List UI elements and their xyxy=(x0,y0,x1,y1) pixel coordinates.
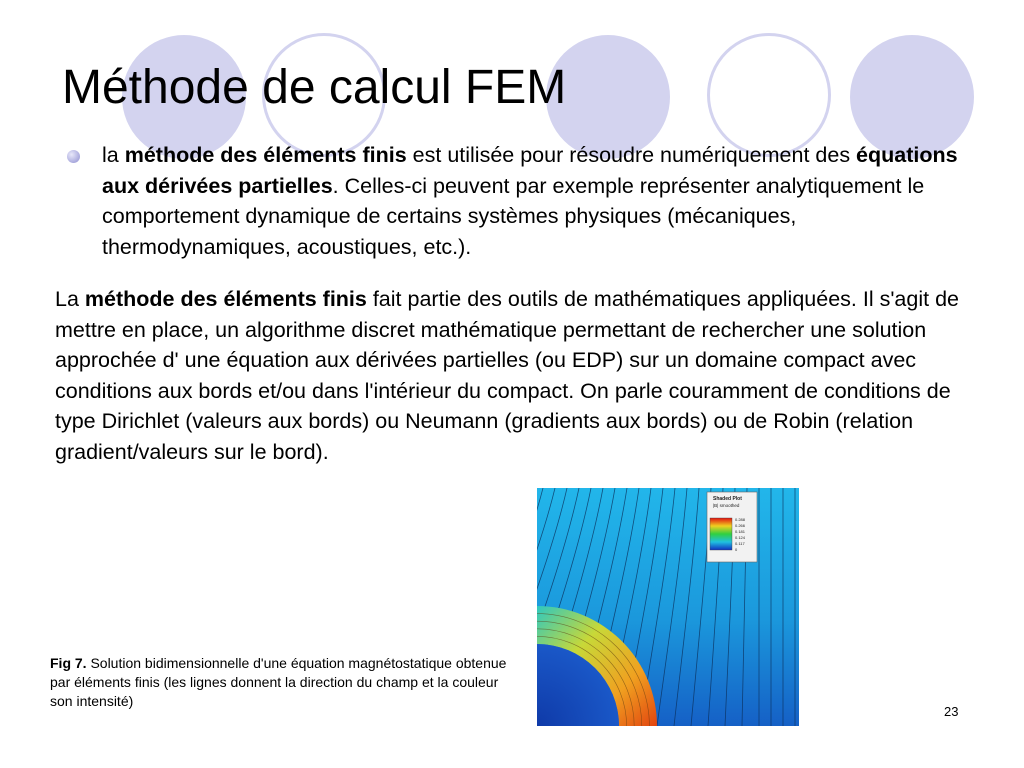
bullet-text xyxy=(102,140,982,262)
slide-number: 23 xyxy=(944,704,959,719)
bullet-bold-term: méthode des éléments finis xyxy=(124,143,407,167)
paragraph-text-part: fait partie des outils de mathématiques appliquées. Il s'agit de mettre en place, un algorithme discret mathématique permettant de rechercher une solution approchée d' une équation aux dérivées partielles (ou EDP) sur un domaine compact avec conditions aux bords et/ou dans l'intérieur du compact. On parle couramment de conditions de type Dirichlet (valeurs aux bords) ou Neumann (gradients aux bords) ou de Robin (relation gradient/valeurs sur le bord). xyxy=(55,287,959,464)
legend-value-label: 0 xyxy=(735,547,738,552)
fem-field-plot-image xyxy=(537,488,799,726)
plot-legend xyxy=(707,492,757,562)
legend-color-scale xyxy=(710,518,732,550)
legend-subtitle: |B| smoothed xyxy=(713,503,740,508)
figure-caption xyxy=(50,654,520,711)
decor-circle-4 xyxy=(707,33,831,157)
caption-text: Solution bidimensionnelle d'une équation magnétostatique obtenue par éléments finis (les lignes donnent la direction du champ et la couleur son intensité) xyxy=(50,655,507,709)
legend-title: Shaded Plot xyxy=(713,496,742,502)
body-paragraph xyxy=(55,284,985,467)
slide-title: Méthode de calcul FEM xyxy=(62,61,567,114)
bullet-text-part: . Celles-ci peuvent par exemple représenter analytiquement le comportement dynamique de certains systèmes physiques (mécaniques, thermodynamiques, acoustiques, etc.). xyxy=(102,173,925,259)
paragraph-bold-term: méthode des éléments finis xyxy=(84,287,367,311)
legend-value-label: 0.117 xyxy=(735,541,745,546)
bullet-bold-term: équations aux dérivées partielles xyxy=(102,143,958,198)
bullet-text-part: est utilisée pour résoudre numériquement des xyxy=(406,143,857,167)
caption-label: Fig 7. xyxy=(50,655,87,671)
legend-value-label: 0.288 xyxy=(735,517,746,522)
legend-value-label: 0.181 xyxy=(735,529,746,534)
bullet-icon xyxy=(67,150,80,163)
legend-value-label: 0.124 xyxy=(735,535,746,540)
paragraph-text-part: La xyxy=(55,287,85,311)
legend-value-label: 0.266 xyxy=(735,523,746,528)
fem-field-plot xyxy=(537,488,799,726)
bullet-text-part: la xyxy=(102,143,125,167)
